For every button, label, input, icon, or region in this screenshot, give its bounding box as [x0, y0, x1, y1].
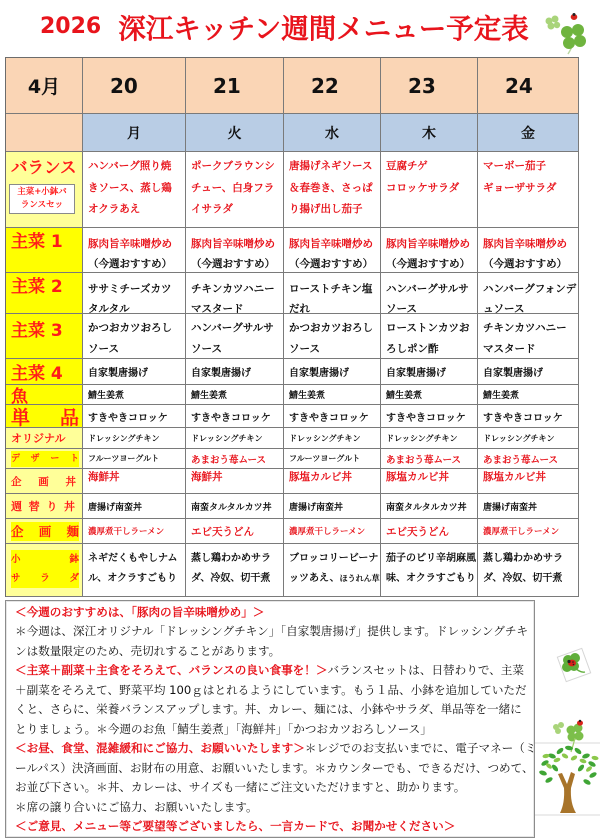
menu-line: イサラダ [191, 203, 233, 215]
balance-set-note-line: 主菜+小鉢バ [17, 187, 67, 197]
menu-line: 豚肉旨辛味噌炒め [289, 238, 373, 250]
row-label-special-bowl [6, 469, 83, 494]
menu-line: ハンバーグ照り焼 [88, 160, 172, 172]
menu-cell: 鯖生姜煮 [478, 385, 579, 405]
menu-cell: 豚塩カルビ丼 [284, 469, 381, 494]
menu-line: マスタード [191, 303, 244, 314]
menu-cell [381, 273, 478, 314]
menu-line: ダ、冷奴、切干煮 [483, 573, 563, 584]
menu-cell [478, 273, 579, 314]
weekday-header: 木 [381, 114, 478, 152]
recommend-note: （今週おすすめ） [386, 258, 471, 270]
menu-cell: すきやきコロッケ [381, 405, 478, 428]
menu-cell: あまおう苺ムース [478, 449, 579, 469]
tree-with-clover-icon [535, 718, 600, 818]
menu-line [289, 569, 380, 589]
weekday-header: 火 [186, 114, 284, 152]
menu-cell: ドレッシングチキン [381, 428, 478, 449]
weekday-header: 金 [478, 114, 579, 152]
recommend-note: （今週おすすめ） [191, 258, 276, 270]
menu-cell: 海鮮丼 [186, 469, 284, 494]
menu-line: ュソース [483, 303, 525, 314]
menu-line: ソース [386, 303, 417, 314]
balance-set-note [9, 184, 75, 214]
menu-cell: すきやきコロッケ [83, 405, 186, 428]
menu-cell [284, 152, 381, 228]
menu-cell: 豚塩カルビ丼 [478, 469, 579, 494]
notes-line [15, 720, 534, 739]
row-label-text: バランス [11, 158, 77, 177]
menu-line: 豚肉旨辛味噌炒め [483, 238, 567, 250]
menu-cell: 南蛮タルタルカツ丼 [186, 494, 284, 519]
menu-line: 豚肉旨辛味噌炒め [386, 238, 470, 250]
notes-text: お並び下さい。＊丼、カレーは、サイズも一緒にご注文いただけますと、助かります。 [15, 780, 466, 795]
notes-line [15, 778, 534, 797]
menu-line: かつおカツおろし [289, 322, 373, 334]
menu-cell: ドレッシングチキン [186, 428, 284, 449]
menu-cell [381, 544, 478, 597]
menu-cell: 濃厚煮干しラーメン [83, 519, 186, 544]
row-label-text: デザート [11, 451, 79, 467]
menu-line: ハンバーグサルサ [191, 322, 274, 334]
menu-line: チキンカツハニー [191, 283, 275, 295]
notes-line [15, 622, 534, 641]
menu-cell: すきやきコロッケ [186, 405, 284, 428]
row-label-side-salad [6, 544, 83, 597]
row-label-main-dish-2: 主菜 2 [6, 273, 83, 314]
notes-heading: ＜主菜＋副菜＋主食をそろえて、バランスの良い食事を！＞ [15, 663, 328, 678]
menu-line: かつおカツおろし [88, 322, 172, 334]
menu-cell [284, 544, 381, 597]
menu-line: ハンバーグフォンデ [483, 283, 577, 295]
menu-cell: ドレッシングチキン [478, 428, 579, 449]
notes-text: とりましょう。＊今週のお魚「鯖生姜煮」「海鮮丼」「かつおカツおろしソース」 [15, 721, 432, 736]
menu-line: きソース、蒸し鶏 [88, 181, 172, 194]
menu-cell: エビ天うどん [381, 519, 478, 544]
menu-line: 蒸し鶏わかめサラ [191, 553, 271, 564]
menu-line: 味、オクラすごもり [386, 573, 476, 584]
menu-line: チキンカツハニー [483, 322, 567, 334]
menu-line: ハンバーグサルサ [386, 283, 469, 295]
menu-line: ＆春巻き、さっぱ [289, 181, 373, 194]
date-header: 21 [186, 58, 284, 114]
menu-line: ろしポン酢 [386, 343, 439, 355]
title-year: 2026 [40, 13, 102, 39]
menu-line: ダ、冷奴、切干煮 [191, 573, 271, 584]
notes-text: バランスセットは、日替わりで、主菜 [327, 663, 524, 678]
clover-ladybug-icon [544, 10, 590, 56]
menu-line: 豆腐チゲ [386, 160, 428, 172]
notes-heading: ＜今週のおすすめは、「豚肉の旨辛味噌炒め」＞ [15, 605, 265, 619]
menu-cell [186, 273, 284, 314]
menu-line: ネギだくもやしナム [88, 553, 178, 564]
menu-cell: フルーツヨーグルト [83, 449, 186, 469]
recommend-note: （今週おすすめ） [88, 258, 173, 270]
menu-line-text: ッツあえ、 [289, 573, 340, 584]
date-header: 22 [284, 58, 381, 114]
notes-text: ＊レジでのお支払いまでに、電子マネー（ミ [304, 741, 537, 756]
menu-cell [478, 152, 579, 228]
notes-heading: ＜お昼、食堂、混雑緩和にご協力、お願いいたします＞ [15, 741, 305, 756]
menu-line: 豚肉旨辛味噌炒め [88, 238, 172, 250]
row-label-main-dish-4: 主菜 4 [6, 359, 83, 385]
menu-cell: 自家製唐揚げ [284, 359, 381, 385]
menu-line: ソース [289, 343, 320, 355]
menu-cell: 唐揚げ南蛮丼 [284, 494, 381, 519]
menu-cell [83, 314, 186, 359]
menu-cell [83, 273, 186, 314]
row-label-text: 企画丼 [11, 475, 76, 488]
notes-text: ＊今週は、深江オリジナル「ドレッシングチキン」「自家製唐揚げ」提供します。ドレッシングチキ [15, 624, 529, 639]
month-header: 4月 [6, 58, 83, 114]
menu-line: ブロッコリービーナ [289, 553, 379, 564]
menu-cell [83, 228, 186, 273]
menu-line: 豚肉旨辛味噌炒め [191, 238, 275, 250]
menu-cell: 濃厚煮干しラーメン [478, 519, 579, 544]
menu-line: マスタード [483, 343, 536, 355]
date-header: 20 [83, 58, 186, 114]
page-title [40, 5, 529, 47]
menu-cell [83, 544, 186, 597]
row-label-special-noodles [6, 519, 83, 544]
menu-line: オクラあえ [88, 203, 141, 215]
date-header: 23 [381, 58, 478, 114]
menu-cell [83, 152, 186, 228]
menu-cell [381, 152, 478, 228]
notes-text: くと、さらに、栄養バランスアップします。丼、カレー、麺には、小鉢やサラダ、単品等を一緒に [15, 702, 522, 717]
row-label-text: 企画麺 [11, 523, 79, 539]
menu-cell: エビ天うどん [186, 519, 284, 544]
row-label-dessert [6, 449, 83, 469]
menu-cell: ドレッシングチキン [83, 428, 186, 449]
notes-text: ＋副菜をそろえて、野菜平均 100ｇはとれるようにしています。もう１品、小鉢を追加していただ [15, 682, 527, 697]
notes-line [15, 817, 534, 836]
menu-line: り揚げ出し茄子 [289, 203, 363, 215]
row-label-text: 週替り丼 [11, 500, 75, 513]
menu-line: ル、オクラすごもり [88, 573, 177, 584]
menu-line: コロッケサラダ [386, 181, 460, 194]
menu-line: 唐揚げネギソース [289, 160, 373, 172]
menu-cell: 鯖生姜煮 [186, 385, 284, 405]
notes-line [15, 681, 534, 700]
menu-cell: すきやきコロッケ [284, 405, 381, 428]
ladybug-clover-card-icon [554, 645, 592, 683]
notes-text: ＊席の譲り合いにご協力、お願いいたします。 [15, 799, 258, 814]
menu-cell: 唐揚げ南蛮丼 [83, 494, 186, 519]
weekday-header: 水 [284, 114, 381, 152]
balance-set-note-line: ランスセッ [20, 200, 64, 210]
menu-cell: 南蛮タルタルカツ丼 [381, 494, 478, 519]
menu-cell: 自家製唐揚げ [83, 359, 186, 385]
menu-cell [381, 228, 478, 273]
menu-line: マーボー茄子 [483, 160, 546, 172]
menu-cell [478, 228, 579, 273]
row-label-balance [6, 152, 83, 228]
menu-cell [284, 273, 381, 314]
menu-cell [186, 152, 284, 228]
menu-line: タルタル [88, 303, 130, 314]
menu-cell: 濃厚煮干しラーメン [284, 519, 381, 544]
notes-line [15, 759, 534, 778]
menu-line: ローストンカツお [386, 322, 470, 334]
notes-line [15, 603, 534, 622]
menu-line: ギョーザサラダ [483, 181, 557, 194]
menu-cell [478, 314, 579, 359]
weekday-header: 月 [83, 114, 186, 152]
menu-cell: 唐揚げ南蛮丼 [478, 494, 579, 519]
row-label-fish: 魚 [6, 385, 83, 405]
row-label-text: 単品 [11, 406, 79, 428]
row-label-text: 小鉢 [11, 550, 79, 569]
notes-line [15, 798, 534, 817]
menu-line: ポークブラウンシ [191, 160, 275, 172]
menu-cell: 鯖生姜煮 [284, 385, 381, 405]
menu-cell: ドレッシングチキン [284, 428, 381, 449]
notes-line [15, 661, 534, 680]
menu-line: 蒸し鶏わかめサラ [483, 553, 563, 564]
menu-cell: 自家製唐揚げ [186, 359, 284, 385]
menu-cell: 鯖生姜煮 [83, 385, 186, 405]
menu-cell [284, 314, 381, 359]
title-text: 深江キッチン週間メニュー予定表 [118, 13, 529, 45]
menu-cell: 豚塩カルビ丼 [381, 469, 478, 494]
menu-cell [284, 228, 381, 273]
menu-line: ササミチーズカツ [88, 283, 172, 295]
menu-cell [381, 314, 478, 359]
recommend-note: （今週おすすめ） [289, 258, 374, 270]
notes-line [15, 700, 534, 719]
menu-line: 茄子のピリ辛胡麻風 [386, 553, 476, 564]
notes-text: ールパス）決済画面、お財布の用意、お願いいたします。＊カウンターでも、できるだけ、つめて、 [15, 760, 534, 775]
menu-cell [186, 314, 284, 359]
row-label-weekly-bowl [6, 494, 83, 519]
row-label-main-dish-1: 主菜 1 [6, 228, 83, 273]
menu-cell: 自家製唐揚げ [381, 359, 478, 385]
menu-line: ソース [191, 343, 222, 355]
menu-line-suffix: ほうれん草 [339, 574, 380, 583]
weekly-menu-table [5, 57, 579, 597]
menu-cell: あまおう苺ムース [381, 449, 478, 469]
menu-line: ローストチキン塩 [289, 283, 373, 295]
row-label-single-item [6, 405, 83, 428]
menu-cell: すきやきコロッケ [478, 405, 579, 428]
notes-line [15, 739, 537, 758]
notes-heading: ＜ご意見、メニュー等ご要望等ございましたら、一言カードで、お聞かせください＞ [15, 818, 456, 833]
menu-line: だれ [289, 303, 310, 314]
menu-line: チュー、白身フラ [191, 181, 275, 194]
weekday-header-blank [6, 114, 83, 152]
row-label-main-dish-3: 主菜 3 [6, 314, 83, 359]
row-label-text: サラダ [11, 569, 79, 588]
menu-cell [186, 544, 284, 597]
menu-cell [186, 228, 284, 273]
menu-cell: フルーツヨーグルト [284, 449, 381, 469]
menu-cell: あまおう苺ムース [186, 449, 284, 469]
notes-box [5, 600, 535, 838]
notes-line [15, 642, 534, 661]
notes-text: ンは数量限定のため、売切れすることがあります。 [15, 643, 281, 658]
date-header: 24 [478, 58, 579, 114]
menu-cell: 海鮮丼 [83, 469, 186, 494]
recommend-note: （今週おすすめ） [483, 258, 568, 270]
menu-cell: 自家製唐揚げ [478, 359, 579, 385]
menu-cell: 鯖生姜煮 [381, 385, 478, 405]
menu-cell [478, 544, 579, 597]
menu-line: ソース [88, 343, 119, 355]
row-label-original: オリジナル [6, 428, 83, 449]
